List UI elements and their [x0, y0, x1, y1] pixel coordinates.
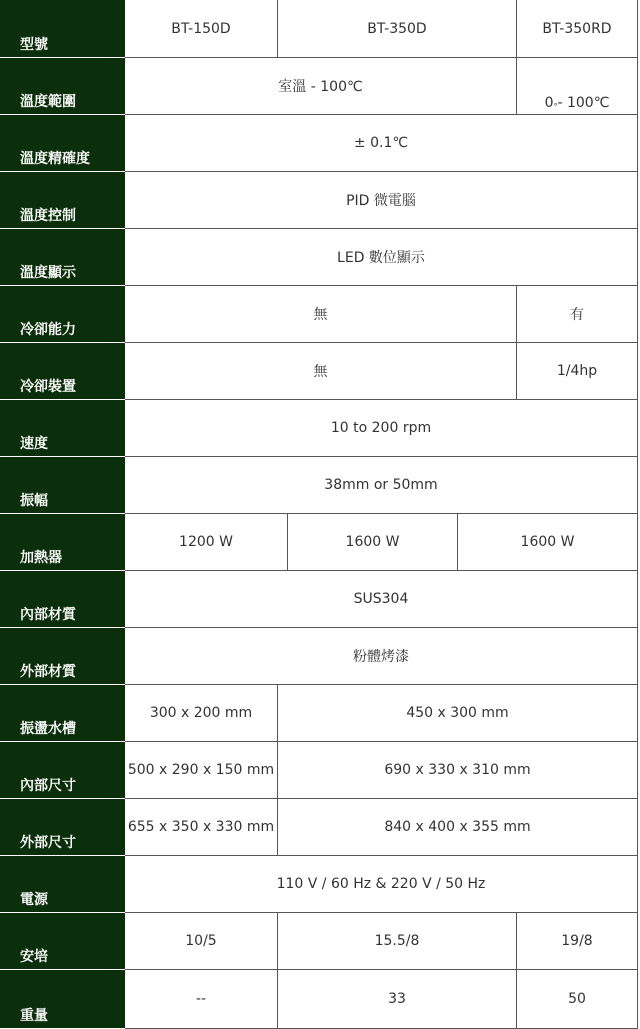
cell-value: 有 — [570, 307, 584, 323]
spec-cell — [125, 58, 517, 115]
degree-mark: ° — [553, 102, 558, 111]
cell-value: ± 0.1℃ — [353, 135, 409, 151]
row-label — [0, 742, 125, 799]
cell-value: 1200 W — [179, 534, 233, 550]
spec-cell — [125, 286, 517, 343]
row-label-text: 溫度範圍 — [20, 94, 76, 110]
spec-cell — [125, 628, 638, 685]
spec-cell — [125, 685, 278, 742]
row-label — [0, 58, 125, 115]
spec-cell — [517, 913, 638, 970]
row-label — [0, 913, 125, 970]
row-label-text: 溫度控制 — [20, 208, 76, 224]
row-label — [0, 970, 125, 1029]
cell-value: 1/4hp — [556, 363, 598, 379]
row-label-text: 加熱器 — [20, 550, 62, 566]
spec-cell — [517, 970, 638, 1029]
row-label — [0, 685, 125, 742]
row-label-text: 內部尺寸 — [20, 778, 76, 794]
spec-cell — [125, 571, 638, 628]
cell-value: 450 x 300 mm — [406, 705, 509, 721]
row-label — [0, 343, 125, 400]
spec-cell — [125, 0, 278, 58]
spec-cell — [125, 856, 638, 913]
spec-cell — [278, 685, 638, 742]
row-label — [0, 286, 125, 343]
row-label-text: 振幅 — [20, 493, 48, 509]
spec-cell — [278, 970, 517, 1029]
cell-value: 10/5 — [185, 933, 217, 949]
spec-cell — [517, 343, 638, 400]
row-label — [0, 571, 125, 628]
cell-value: - 100℃ — [557, 95, 610, 111]
spec-cell — [125, 913, 278, 970]
spec-cell — [288, 514, 458, 571]
row-label — [0, 172, 125, 229]
cell-value: 室溫 - 100℃ — [278, 79, 363, 95]
spec-cell — [278, 742, 638, 799]
row-label-text: 電源 — [20, 892, 48, 908]
spec-cell — [278, 799, 638, 856]
spec-cell — [278, 913, 517, 970]
cell-value: 500 x 290 x 150 mm — [127, 762, 275, 778]
cell-value: 0 — [544, 95, 554, 111]
spec-cell — [125, 172, 638, 229]
row-label-text: 型號 — [20, 37, 48, 53]
row-label-text: 外部尺寸 — [20, 835, 76, 851]
cell-value: SUS304 — [353, 591, 409, 607]
row-label-text: 振盪水槽 — [20, 721, 76, 737]
row-label-text: 外部材質 — [20, 664, 76, 680]
row-label-text: 冷卻能力 — [20, 322, 76, 338]
row-label — [0, 628, 125, 685]
spec-cell — [125, 400, 638, 457]
row-label — [0, 856, 125, 913]
cell-value: 840 x 400 x 355 mm — [384, 819, 531, 835]
row-label — [0, 0, 125, 58]
cell-value: 38mm or 50mm — [324, 477, 438, 493]
spec-cell — [517, 58, 638, 115]
cell-value: -- — [195, 991, 207, 1007]
spec-cell — [125, 343, 517, 400]
cell-value: LED 數位顯示 — [337, 250, 425, 266]
spec-cell — [517, 286, 638, 343]
row-label — [0, 400, 125, 457]
row-label — [0, 514, 125, 571]
cell-value: 300 x 200 mm — [149, 705, 253, 721]
row-label-text: 安培 — [20, 949, 48, 965]
cell-value: 110 V / 60 Hz & 220 V / 50 Hz — [276, 876, 486, 892]
row-label-text: 冷卻裝置 — [20, 379, 76, 395]
spec-cell — [278, 0, 517, 58]
cell-value: 10 to 200 rpm — [330, 420, 432, 436]
row-label — [0, 229, 125, 286]
cell-value: BT-150D — [171, 20, 231, 37]
cell-value: 1600 W — [345, 534, 400, 550]
cell-value: 690 x 330 x 310 mm — [384, 762, 531, 778]
row-label — [0, 115, 125, 172]
cell-value: 無 — [313, 364, 328, 380]
cell-value: BT-350D — [367, 20, 427, 37]
cell-value: PID 微電腦 — [346, 193, 416, 209]
cell-value: 33 — [388, 991, 406, 1007]
cell-value: 粉體烤漆 — [353, 649, 409, 665]
row-label — [0, 457, 125, 514]
row-label-text: 溫度精確度 — [20, 151, 90, 167]
spec-cell — [517, 0, 638, 58]
spec-cell — [125, 799, 278, 856]
spec-cell — [125, 742, 278, 799]
cell-value: 50 — [568, 991, 586, 1007]
spec-cell — [458, 514, 638, 571]
cell-value: 無 — [313, 307, 328, 323]
spec-cell — [125, 229, 638, 286]
row-label-text: 溫度顯示 — [20, 265, 76, 281]
spec-cell — [125, 457, 638, 514]
row-label — [0, 799, 125, 856]
spec-cell — [125, 514, 288, 571]
cell-value: 655 x 350 x 330 mm — [127, 819, 275, 835]
cell-value: 15.5/8 — [374, 933, 420, 949]
row-label-text: 速度 — [20, 436, 48, 452]
row-label-text: 內部材質 — [20, 607, 76, 623]
spec-cell — [125, 970, 278, 1029]
cell-value: BT-350RD — [542, 20, 612, 37]
row-label-text: 重量 — [20, 1008, 48, 1024]
cell-value: 1600 W — [520, 534, 575, 550]
spec-cell — [125, 115, 638, 172]
cell-value: 19/8 — [561, 933, 593, 949]
